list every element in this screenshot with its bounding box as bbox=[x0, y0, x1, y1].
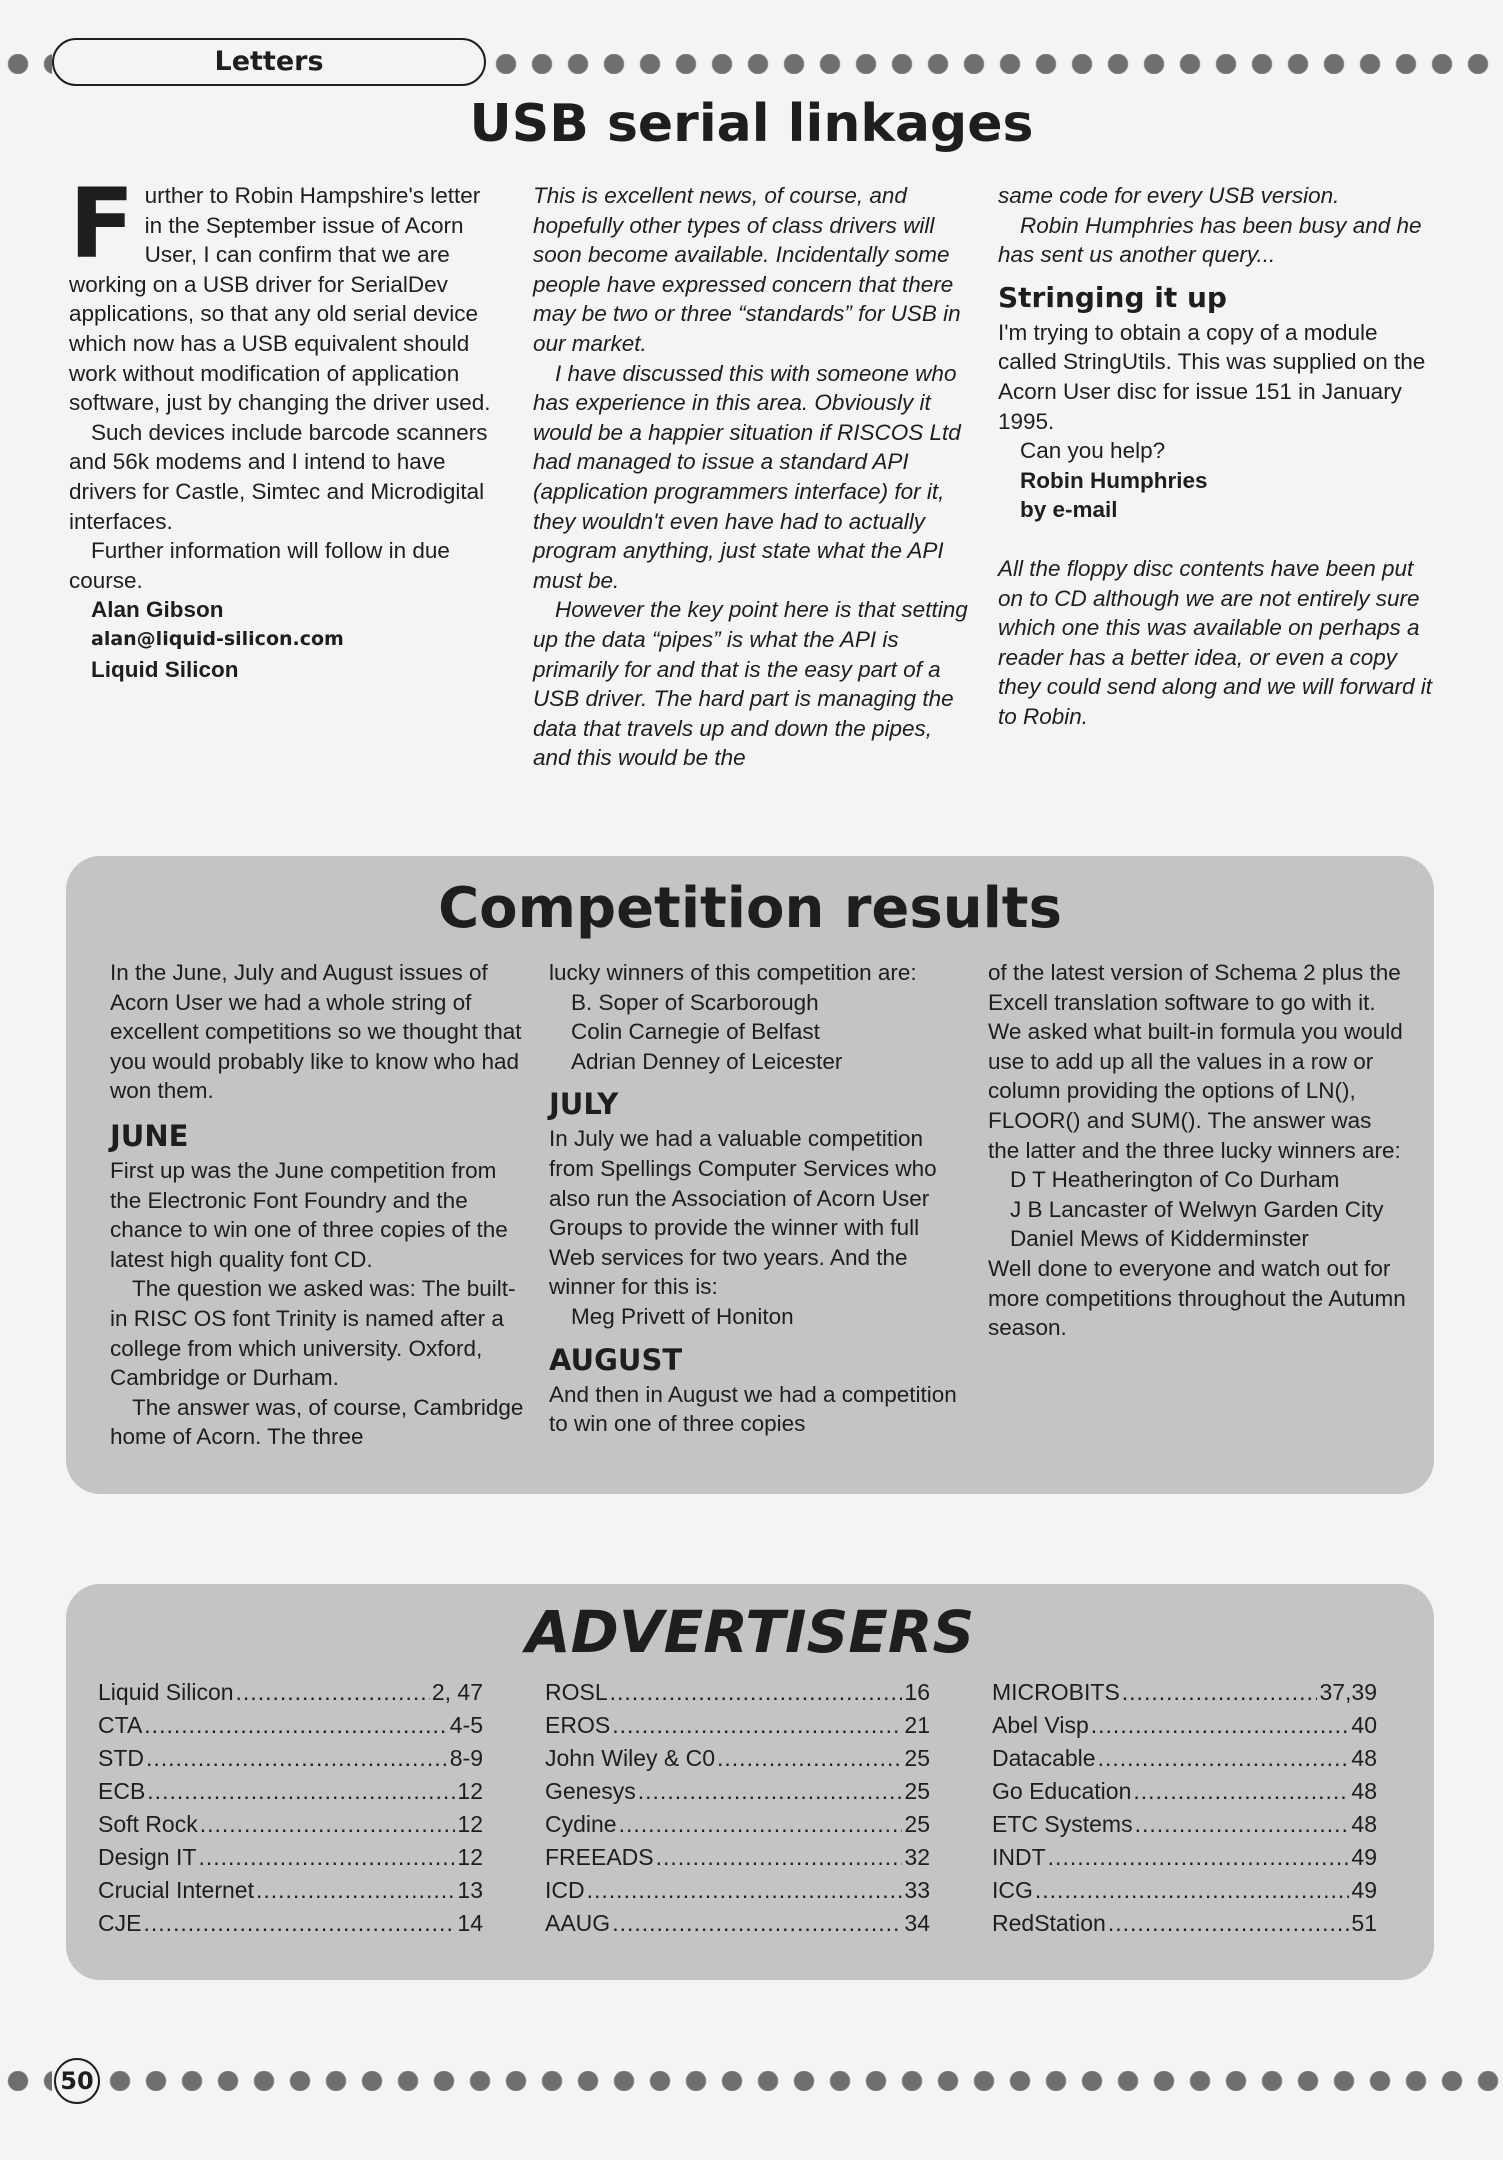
competition-closing: Well done to everyone and watch out for more competitions throughout the Autumn season. bbox=[988, 1255, 1406, 1341]
advertiser-row bbox=[545, 1808, 930, 1841]
winner-name: D T Heatherington of Co Durham bbox=[1010, 1167, 1340, 1193]
advertiser-row bbox=[545, 1874, 930, 1907]
letter-column-2 bbox=[533, 181, 973, 773]
signature-email: alan@liquid-silicon.com bbox=[91, 627, 344, 650]
advertiser-name: ROSL bbox=[545, 1679, 608, 1705]
competition-paragraph: First up was the June competition from the Electronic Font Foundry and the chance to win one of three copies of the latest high quality font CD. bbox=[110, 1157, 508, 1272]
competition-column-1 bbox=[110, 958, 525, 1452]
dot-leader bbox=[587, 1874, 903, 1907]
letter-paragraph: Further information will follow in due course. bbox=[69, 538, 450, 593]
dot-leader bbox=[200, 1808, 456, 1841]
advertiser-row bbox=[98, 1808, 483, 1841]
june-heading: JUNE bbox=[110, 1118, 189, 1153]
letter-column-1 bbox=[69, 168, 494, 684]
advertiser-page: 48 bbox=[1351, 1778, 1377, 1804]
advertiser-row bbox=[98, 1742, 483, 1775]
winner-name: Colin Carnegie of Belfast bbox=[571, 1019, 820, 1045]
dot-leader bbox=[717, 1742, 902, 1775]
competition-intro: In the June, July and August issues of Acorn User we had a whole string of excellent competitions so we thought that you would probably like to know who had won them. bbox=[110, 960, 522, 1104]
advertiser-row bbox=[992, 1874, 1377, 1907]
dot-leader bbox=[638, 1775, 903, 1808]
winner-name: Daniel Mews of Kidderminster bbox=[1010, 1226, 1309, 1252]
advertisers-title: ADVERTISERS bbox=[525, 1598, 975, 1666]
advertiser-page: 12 bbox=[457, 1811, 483, 1837]
advertiser-row bbox=[992, 1676, 1377, 1709]
competition-paragraph: of the latest version of Schema 2 plus the Excell translation software to go with it. We asked what built-in formula you would use to add up all the values in a row or column providing the options of LN(), FLOOR() and SUM(). The answer was the latter and the three lucky winners are: bbox=[988, 960, 1403, 1163]
subheading: Stringing it up bbox=[998, 280, 1227, 314]
dot-leader bbox=[1098, 1742, 1350, 1775]
advertiser-page: 12 bbox=[457, 1778, 483, 1804]
dot-leader bbox=[256, 1874, 455, 1907]
dot-leader bbox=[612, 1907, 902, 1940]
header-dots-left bbox=[0, 54, 52, 74]
advertisers-column-3 bbox=[992, 1676, 1377, 1940]
advertiser-name: CTA bbox=[98, 1712, 143, 1738]
competition-paragraph: The question we asked was: The built-in RISC OS font Trinity is named after a college from which university. Oxford, Cambridge or Durham. bbox=[110, 1276, 516, 1391]
dot-leader bbox=[198, 1841, 455, 1874]
signature-name: Alan Gibson bbox=[91, 597, 224, 623]
advertiser-page: 49 bbox=[1351, 1877, 1377, 1903]
advertiser-row bbox=[98, 1841, 483, 1874]
dot-leader bbox=[610, 1676, 903, 1709]
advertiser-page: 8-9 bbox=[449, 1745, 483, 1771]
winner-name: Meg Privett of Honiton bbox=[571, 1303, 794, 1329]
winner-name: Adrian Denney of Leicester bbox=[571, 1048, 843, 1074]
advertiser-page: 14 bbox=[457, 1910, 483, 1936]
header-dots-right bbox=[488, 54, 1500, 74]
advertiser-page: 33 bbox=[904, 1877, 930, 1903]
winner-name: J B Lancaster of Welwyn Garden City bbox=[1010, 1196, 1384, 1222]
editor-paragraph: I have discussed this with someone who has experience in this area. Obviously it would be a happier situation if RISCOS Ltd had managed to issue a standard API (application programmers interface) for it, they wouldn't even have had to actually program anything, just state what the API must be. bbox=[533, 360, 961, 593]
advertiser-name: ICD bbox=[545, 1877, 585, 1903]
page-number: 50 bbox=[54, 2058, 100, 2104]
advertiser-page: 13 bbox=[457, 1877, 483, 1903]
dot-leader bbox=[146, 1742, 448, 1775]
advertiser-name: Cydine bbox=[545, 1811, 617, 1837]
dot-leader bbox=[144, 1709, 447, 1742]
advertiser-name: Abel Visp bbox=[992, 1712, 1089, 1738]
letter-paragraph: I'm trying to obtain a copy of a module called StringUtils. This was supplied on the Acorn User disc for issue 151 in January 1995. bbox=[998, 319, 1426, 434]
advertiser-row bbox=[992, 1841, 1377, 1874]
advertiser-page: 25 bbox=[904, 1778, 930, 1804]
advertiser-name: STD bbox=[98, 1745, 144, 1771]
signature-name: Robin Humphries bbox=[1020, 467, 1208, 493]
editor-paragraph: Robin Humphries has been busy and he has sent us another query... bbox=[998, 212, 1422, 268]
letter-paragraph: Can you help? bbox=[1020, 438, 1166, 464]
advertiser-name: Soft Rock bbox=[98, 1811, 198, 1837]
advertiser-name: Go Education bbox=[992, 1778, 1132, 1804]
advertiser-page: 21 bbox=[904, 1712, 930, 1738]
advertiser-row bbox=[98, 1676, 483, 1709]
signature-company: Liquid Silicon bbox=[91, 656, 239, 682]
advertiser-row bbox=[992, 1808, 1377, 1841]
advertiser-page: 25 bbox=[904, 1811, 930, 1837]
dot-leader bbox=[1122, 1676, 1318, 1709]
advertiser-page: 40 bbox=[1351, 1712, 1377, 1738]
advertiser-page: 4-5 bbox=[449, 1712, 483, 1738]
competition-title: Competition results bbox=[438, 876, 1062, 941]
advertiser-page: 16 bbox=[904, 1679, 930, 1705]
advertiser-name: CJE bbox=[98, 1910, 142, 1936]
footer-dots-left bbox=[0, 2071, 52, 2091]
editor-paragraph: same code for every USB version. bbox=[998, 183, 1340, 208]
editor-reply: All the floppy disc contents have been put on to CD although we are not entirely sure which one this was available on perhaps a reader has a better idea, or even a copy they could send along and we will forward it to Robin. bbox=[998, 555, 1432, 729]
advertiser-row bbox=[992, 1775, 1377, 1808]
competition-column-3 bbox=[988, 958, 1408, 1343]
letter-paragraph: urther to Robin Hampshire's letter in the September issue of Acorn User, I can confirm that we are working on a USB driver for SerialDev applications, so that any old serial device which now has a USB equivalent should work without modification of application software, just by changing the driver used. bbox=[69, 183, 491, 416]
advertiser-row bbox=[992, 1709, 1377, 1742]
dot-leader bbox=[1133, 1775, 1349, 1808]
dot-leader bbox=[612, 1709, 902, 1742]
letter-paragraph: Such devices include barcode scanners and 56k modems and I intend to have drivers for Castle, Simtec and Microdigital interfaces. bbox=[69, 419, 488, 534]
advertiser-row bbox=[98, 1775, 483, 1808]
competition-box bbox=[66, 856, 1434, 1494]
advertiser-page: 51 bbox=[1351, 1910, 1377, 1936]
drop-cap: F bbox=[69, 168, 135, 280]
advertiser-page: 25 bbox=[904, 1745, 930, 1771]
advertiser-row bbox=[545, 1775, 930, 1808]
advertisers-box bbox=[66, 1584, 1434, 1980]
competition-paragraph: And then in August we had a competition to win one of three copies bbox=[549, 1381, 957, 1437]
advertiser-page: 32 bbox=[904, 1844, 930, 1870]
advertiser-name: Genesys bbox=[545, 1778, 636, 1804]
advertiser-name: Design IT bbox=[98, 1844, 197, 1870]
footer-dots-right bbox=[102, 2071, 1500, 2091]
july-heading: JULY bbox=[549, 1087, 619, 1122]
august-heading: AUGUST bbox=[549, 1342, 683, 1377]
advertiser-name: EROS bbox=[545, 1712, 611, 1738]
advertiser-page: 2, 47 bbox=[431, 1679, 483, 1705]
advertiser-name: ECB bbox=[98, 1778, 146, 1804]
dot-leader bbox=[656, 1841, 903, 1874]
advertiser-page: 37,39 bbox=[1319, 1679, 1377, 1705]
advertiser-name: MICROBITS bbox=[992, 1679, 1120, 1705]
advertiser-row bbox=[545, 1709, 930, 1742]
dot-leader bbox=[1048, 1841, 1350, 1874]
advertisers-column-2 bbox=[545, 1676, 930, 1940]
letter-column-3 bbox=[998, 181, 1438, 732]
dot-leader bbox=[1091, 1709, 1350, 1742]
signature-via: by e-mail bbox=[1020, 497, 1118, 523]
advertiser-page: 48 bbox=[1351, 1745, 1377, 1771]
dot-leader bbox=[619, 1808, 903, 1841]
advertiser-name: ETC Systems bbox=[992, 1811, 1133, 1837]
advertiser-name: Crucial Internet bbox=[98, 1877, 254, 1903]
dot-leader bbox=[1135, 1808, 1350, 1841]
advertiser-name: FREEADS bbox=[545, 1844, 654, 1870]
advertiser-row bbox=[545, 1841, 930, 1874]
competition-column-2 bbox=[549, 958, 964, 1439]
advertiser-page: 48 bbox=[1351, 1811, 1377, 1837]
advertiser-row bbox=[992, 1907, 1377, 1940]
advertiser-name: Liquid Silicon bbox=[98, 1679, 234, 1705]
advertiser-name: ICG bbox=[992, 1877, 1033, 1903]
advertiser-name: INDT bbox=[992, 1844, 1046, 1870]
dot-leader bbox=[143, 1907, 455, 1940]
editor-paragraph: However the key point here is that setting up the data “pipes” is what the API is primarily for and that is the easy part of a USB driver. The hard part is managing the data that travels up and down the pipes, and this would be the bbox=[533, 597, 968, 771]
advertiser-row bbox=[545, 1742, 930, 1775]
dot-leader bbox=[147, 1775, 455, 1808]
advertiser-name: RedStation bbox=[992, 1910, 1106, 1936]
advertiser-page: 34 bbox=[904, 1910, 930, 1936]
advertiser-row bbox=[98, 1874, 483, 1907]
dot-leader bbox=[236, 1676, 430, 1709]
competition-paragraph: In July we had a valuable competition from Spellings Computer Services who also run the Association of Acorn User Groups to provide the winner with full Web services for two years. And the winner for this is: bbox=[549, 1126, 937, 1300]
advertiser-page: 49 bbox=[1351, 1844, 1377, 1870]
section-tab: Letters bbox=[52, 38, 486, 86]
editor-paragraph: This is excellent news, of course, and hopefully other types of class drivers will soon become available. Incidentally some people have expressed concern that there may be two or three “standards” for USB in our market. bbox=[533, 183, 961, 356]
advertisers-column-1 bbox=[98, 1676, 483, 1940]
advertiser-name: John Wiley & C0 bbox=[545, 1745, 716, 1771]
advertiser-name: AAUG bbox=[545, 1910, 611, 1936]
advertiser-row bbox=[545, 1676, 930, 1709]
advertiser-row bbox=[98, 1907, 483, 1940]
winner-name: B. Soper of Scarborough bbox=[571, 989, 819, 1015]
advertiser-row bbox=[992, 1742, 1377, 1775]
dot-leader bbox=[1108, 1907, 1350, 1940]
competition-paragraph: The answer was, of course, Cambridge home of Acorn. The three bbox=[110, 1394, 524, 1450]
letter-title: USB serial linkages bbox=[469, 94, 1034, 154]
advertiser-name: Datacable bbox=[992, 1745, 1096, 1771]
advertiser-page: 12 bbox=[457, 1844, 483, 1870]
advertiser-row bbox=[545, 1907, 930, 1940]
dot-leader bbox=[1035, 1874, 1350, 1907]
advertiser-row bbox=[98, 1709, 483, 1742]
competition-paragraph: lucky winners of this competition are: bbox=[549, 960, 917, 985]
